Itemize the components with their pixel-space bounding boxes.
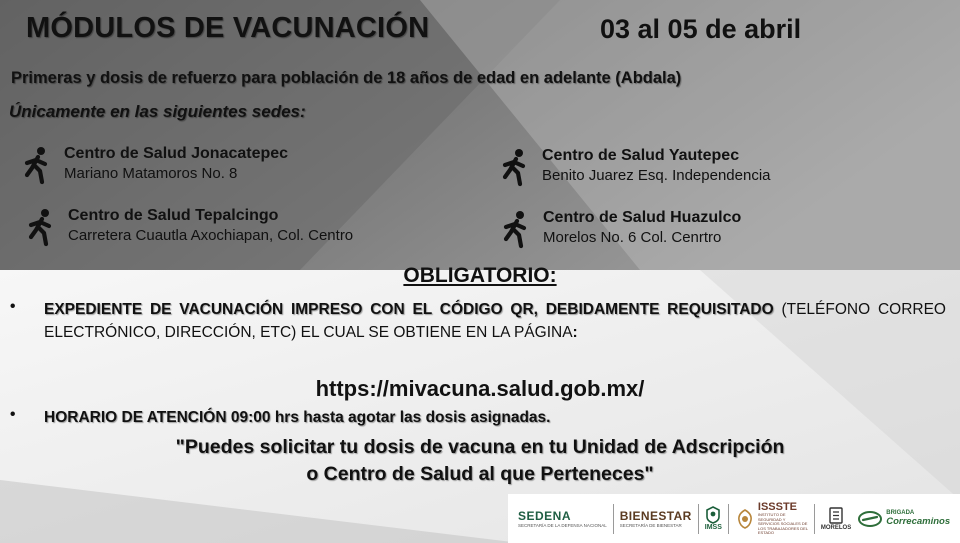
sites-heading: Únicamente en las siguientes sedes: xyxy=(9,102,306,121)
requirement-item-record xyxy=(10,298,946,344)
requirement-colon: : xyxy=(572,324,578,341)
date-range: 03 al 05 de abril xyxy=(600,14,802,44)
subtitle: Primeras y dosis de refuerzo para población de 18 años de edad en adelante (Abdala) xyxy=(11,69,682,87)
walking-person-icon xyxy=(496,148,532,188)
site-name: Centro de Salud Jonacatepec xyxy=(64,145,289,162)
walking-person-icon xyxy=(22,208,58,248)
issste-logo: ISSSTE INSTITUTO DE SEGURIDAD Y SERVICIOS SOCIALES DE LOS TRABAJADORES DEL ESTADO xyxy=(735,501,808,536)
site-address: Carretera Cuautla Axochiapan, Col. Centro xyxy=(68,227,354,244)
requirement-item-schedule xyxy=(10,406,946,429)
site-address: Benito Juarez Esq. Independencia xyxy=(542,167,771,184)
issste-emblem-icon xyxy=(735,508,755,530)
requirement-detail: (TELÉFONO CORREO ELECTRÓNICO, DIRECCIÓN, ETC) EL CUAL SE OBTIENE EN LA PÁGINA xyxy=(44,301,946,341)
divider xyxy=(613,504,614,534)
bullet: • xyxy=(10,406,16,423)
site-yautepec xyxy=(496,146,771,188)
morelos-emblem-icon xyxy=(828,507,844,525)
site-jonacatepec xyxy=(18,144,288,186)
slogan xyxy=(0,434,960,488)
divider xyxy=(728,504,729,534)
institution-logos xyxy=(508,494,960,543)
site-address: Mariano Matamoros No. 8 xyxy=(64,165,238,182)
page-title: MÓDULOS DE VACUNACIÓN xyxy=(26,12,430,44)
site-name: Centro de Salud Huazulco xyxy=(543,209,742,226)
sedena-logo: SEDENA SECRETARÍA DE LA DEFENSA NACIONAL xyxy=(518,509,607,528)
roadrunner-icon xyxy=(857,509,883,529)
morelos-logo: MORELOS xyxy=(821,507,851,531)
brigada-correcaminos-logo: BRIGADA Correcaminos xyxy=(857,509,950,529)
slogan-line-2: o Centro de Salud al que Perteneces" xyxy=(306,463,654,485)
requirements-heading: OBLIGATORIO: xyxy=(403,264,557,287)
bullet: • xyxy=(10,298,16,315)
walking-person-icon xyxy=(18,146,54,186)
divider xyxy=(814,504,815,534)
site-huazulco xyxy=(497,208,741,250)
site-address: Morelos No. 6 Col. Cenrtro xyxy=(543,229,722,246)
slogan-line-1: "Puedes solicitar tu dosis de vacuna en tu Unidad de Adscripción xyxy=(175,436,785,458)
site-name: Centro de Salud Yautepec xyxy=(542,147,740,164)
divider xyxy=(698,504,699,534)
site-tepalcingo xyxy=(22,206,353,248)
bienestar-logo: BIENESTAR SECRETARÍA DE BIENESTAR xyxy=(619,509,692,528)
site-name: Centro de Salud Tepalcingo xyxy=(68,207,279,224)
requirement-bold: EXPEDIENTE DE VACUNACIÓN IMPRESO CON EL CÓDIGO QR, DEBIDAMENTE REQUISITADO xyxy=(44,301,774,318)
walking-person-icon xyxy=(497,210,533,250)
schedule-label: HORARIO DE ATENCIÓN xyxy=(44,409,227,426)
schedule-value: 09:00 hrs hasta agotar las dosis asignadas. xyxy=(226,409,551,426)
imss-emblem-icon xyxy=(705,506,721,524)
imss-logo: IMSS xyxy=(705,506,722,531)
vaccine-url-link[interactable]: https://mivacuna.salud.gob.mx/ xyxy=(315,376,645,401)
